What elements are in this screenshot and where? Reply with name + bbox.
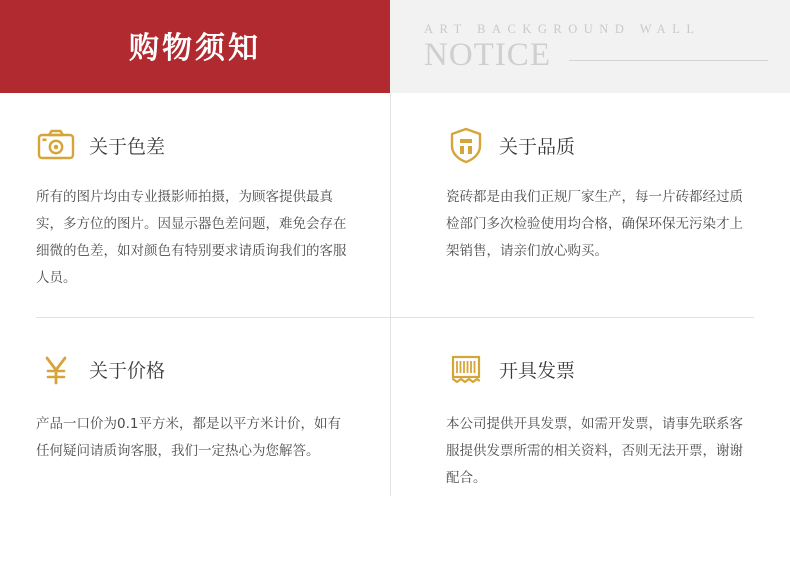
notice-section-invoice: [390, 317, 780, 492]
section-header: [446, 343, 744, 395]
section-text: 所有的图片均由专业摄影师拍摄，为顾客提供最真实，多方位的图片。因显示器色差问题，难免会存在细微的色差，如对颜色有特别要求请质询我们的客服人员。: [36, 189, 347, 286]
section-text: 本公司提供开具发票，如需开发票，请事先联系客服提供发票所需的相关资料，否则无法开票，谢谢配合。: [446, 416, 743, 486]
section-text: 瓷砖都是由我们正规厂家生产，每一片砖都经过质检部门多次检验使用均合格，确保环保无污染才上架销售，请亲们放心购买。: [446, 189, 743, 259]
header-title-block: [0, 0, 390, 93]
grid-vertical-divider: [390, 93, 391, 496]
section-title: 关于价格: [89, 359, 166, 382]
header-subtitle-en: ART BACKGROUND WALL: [424, 21, 701, 36]
section-title: 关于色差: [89, 135, 166, 158]
notice-section-color: [0, 93, 390, 317]
section-header: [36, 343, 350, 395]
notice-grid: [0, 93, 790, 561]
section-title: 关于品质: [499, 135, 576, 158]
header-notice-row: [424, 36, 790, 73]
grid-horizontal-divider: [36, 317, 754, 318]
section-header: [36, 119, 350, 171]
page-title: 购物须知: [129, 30, 261, 66]
section-text: 产品一口价为0.1平方米，都是以平方米计价，如有任何疑问请质询客服，我们一定热心为您解答。: [36, 416, 341, 459]
notice-section-price: [0, 317, 390, 492]
section-title: 开具发票: [499, 359, 576, 382]
yen-price-icon: [36, 349, 76, 389]
shield-quality-icon: [446, 125, 486, 165]
section-header: [446, 119, 744, 171]
invoice-icon: [446, 349, 486, 389]
header-notice-en: NOTICE: [424, 36, 551, 73]
notice-section-quality: [390, 93, 780, 317]
page-header: [0, 0, 790, 93]
header-subtitle-block: [390, 0, 790, 93]
camera-icon: [36, 125, 76, 165]
header-divider: [569, 60, 768, 61]
